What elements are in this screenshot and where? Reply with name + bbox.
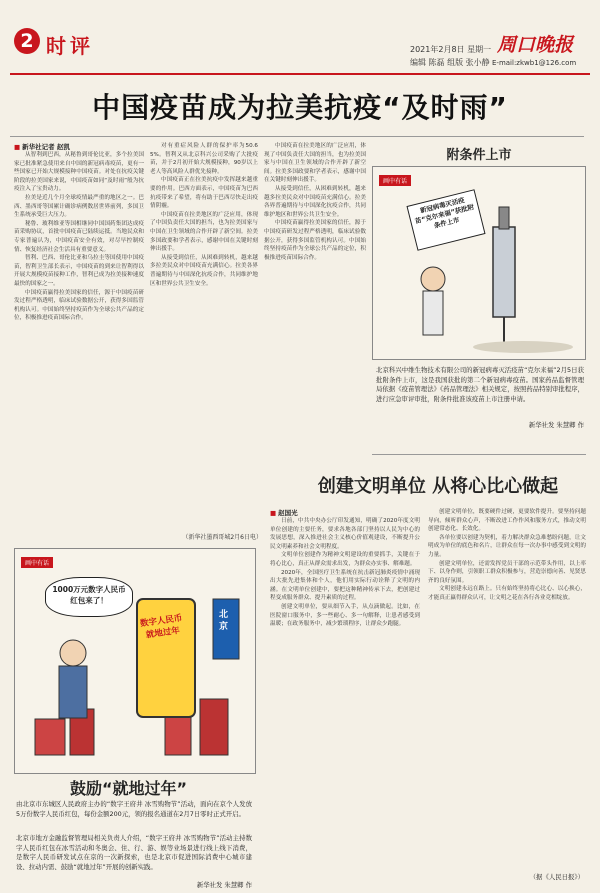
main-article-byline: ■ 新华社记者 赵凯 [14,142,144,151]
cartoon-top-title: 附条件上市 [446,148,512,163]
paper-logo: 周口晚报 [497,34,574,56]
cartoon-bottom-credit: 新华社发 朱慧卿 作 [196,881,252,889]
vaccine-cartoon-illustration [373,167,585,359]
second-article-divider [372,454,586,455]
second-article-paragraph: 2020年，全国医疗卫生系统在抗击新冠肺炎疫情中涌现出大批先进集体和个人，他们用实际行动诠释了文明的内涵。在文明单位创建中，要把这种精神传承下去，把创建过程变成服务群众、提升素质的过程。 [270,569,420,602]
paper-email: E-mail:zkwb1@126.com [492,59,577,67]
page-number-badge: 2 [14,28,40,54]
main-headline: 中国疫苗成为拉美抗疫“及时雨” [92,91,508,124]
cartoon-bottom-title: 鼓励“就地过年” [70,779,188,798]
second-article-paragraph: 文明单位创建作为精神文明建设的重要抓手，关键在于将心比心，真正从群众需求出发，为群众办实事、解难题。 [270,552,420,567]
main-article-paragraph: 中国疫苗在拉美地区的广泛应用，体现了中国负责任大国的担当，也为拉美国家与中国在卫生领域的合作开辟了新空间。拉美多国政要和学者表示，感谢中国在关键时刻伸出援手。 [264,143,366,184]
second-article-column-2 [428,508,586,868]
second-article-paragraph: 创建文明单位，还需发挥党员干部的示范带头作用，以上率下、以身作则，引领职工群众积极参与，营造崇德向善、见贤思齐的良好氛围。 [428,560,586,584]
main-article-column-1 [14,142,144,542]
main-article-paragraph: 智利、巴西、哥伦比亚和乌拉圭等国使用中国疫苗，智利卫生部长表示，中国疫苗的到来让智利得以开展大规模疫苗接种工作，智利已成为拉美接种速度最快的国家之一。 [14,255,144,287]
beijing-sign: 北京 [219,610,229,632]
second-article-paragraph: 文明创建永远在路上。只有始终坚持将心比心、以心换心，才能真正赢得群众认可，让文明之花在各行各业竞相绽放。 [428,586,586,601]
vaccine-sign: 新冠病毒灭活疫苗“克尔来福”获批附条件上市 [406,189,485,251]
main-article-paragraph: 从接受到信任，从困难到转机，越来越多拉美民众对中国疫苗充满信心。拉美各界普遍期待与中国深化抗疫合作，共同维护地区和世界公共卫生安全。 [264,185,366,218]
cartoon-bottom-caption-2: 北京市地方金融监督管理局相关负责人介绍，“数字王府井 冰雪购物节”活动主持数字人民币红包在冰雪活动和冬奥会、住、行、游、娱等业场景进行线上线下消费，是数字人民币研发试点在京的一次新探索，也是北京市促进国际消费中心城市建设、拉动内需、鼓励“就地过年”开展的创新实践。 [16,834,252,871]
main-article-column-2 [150,142,258,542]
main-article-paragraph: 秘鲁、玻利维亚等国相继同中国国药集团达成疫苗采购协议，首批中国疫苗已陆续运抵。当地民众和专家普遍认为，中国疫苗安全有效，对尽早控制疫情、恢复经济社会生活具有重要意义。 [14,220,144,253]
main-article-paragraph: 从智利到巴西，从秘鲁到哥伦比亚，多个拉美国家已批准紧急使用来自中国的新冠病毒疫苗，更有一些国家已开始大规模接种中国疫苗。对处在抗疫关键阶段的拉美国家来说，中国疫苗如同“及时雨”般为抗疫注入了宝贵动力。 [14,152,144,193]
main-article-source: （新华社墨西哥城2月6日电） [182,534,262,541]
main-article-paragraph: 中国疫苗赢得拉美国家的信任，源于中国疫苗研发过程严格透明，临床试验数据公开，获得多国监管机构认可。中国始终坚持疫苗作为全球公共产品的定位，积极推进疫苗国际合作。 [14,289,144,322]
second-article-column-1 [270,508,420,878]
main-article-paragraph: 从接受到信任，从困难到转机，越来越多拉美民众对中国疫苗充满信心。拉美各界普遍期待与中国深化抗疫合作，共同维护地区和世界公共卫生安全。 [150,254,258,287]
red-envelope-cartoon-illustration [15,549,255,773]
second-article-paragraph: 创建文明单位，既要硬件过硬，更要软件提升。要坚持问题导向，倾听群众心声，不断改进工作作风和服务方式，推动文明创建常态化、长效化。 [428,509,586,533]
main-article-paragraph: 中国疫苗正在拉美抗疫中发挥越来越重要的作用。巴西方面表示，中国疫苗为巴西抗疫带来了希望，将有助于巴西尽快走出疫情阴霾。 [150,177,258,210]
main-article-paragraph: 中国疫苗赢得拉美国家的信任，源于中国疫苗研发过程严格透明，临床试验数据公开，获得多国监管机构认可。中国始终坚持疫苗作为全球公共产品的定位，积极推进疫苗国际合作。 [264,220,366,261]
editors-line: 编辑 陈磊 组版 张小静 [410,58,490,67]
headline-divider [10,136,584,137]
issue-date: 2021年2月8日 星期一 [410,45,492,54]
cartoon-bottom-tag: 画中有话 [21,557,53,568]
second-article-title: 创建文明单位 从将心比心做起 [317,476,559,497]
main-article-paragraph: 拉美是近几个月全球疫情最严重的地区之一。巴西、墨西哥等国累计确诊病例数居世界前列，多国卫生系统承受巨大压力。 [14,194,144,219]
cartoon-top-frame [372,166,586,360]
cartoon-top [372,144,586,360]
header-divider [10,73,590,75]
second-article-paragraph: 日前，中共中央办公厅印发通知，明确了2020年度文明单位创建的主要任务，要求各地各部门坚持以人民为中心的发展思想，深入推进社会主义核心价值观建设，不断提升公民文明素养和社会文明程度。 [270,518,420,550]
second-article-paragraph: 创建文明单位，要从细节入手，从点滴做起。比如，在医院窗口服务中，多一些耐心、多一句解释，让患者感受到温暖；在政务服务中，减少繁琐程序，让群众少跑腿。 [270,603,420,628]
cartoon-top-tag: 画中有话 [379,175,411,186]
second-article-source: （据《人民日报》） [529,873,584,881]
cartoon-top-credit: 新华社发 朱慧卿 作 [528,421,584,429]
phone-screen-text: 数字人民币就地过年 [139,613,184,641]
section-title: 时评 [46,34,94,58]
speech-bubble: 1000万元数字人民币红包来了！ [45,577,133,617]
cartoon-bottom-caption-1: 由北京市东城区人民政府主办的“数字王府井 冰雪购物节”活动，面向在京个人发放5万份数字人民币红包，每份金额200元，领的报名通道在2月7日零时正式开启。 [16,800,252,818]
cartoon-top-caption: 北京科兴中维生物技术有限公司的新冠病毒灭活疫苗“克尔来福”2月5日获批附条件上市，这是我国获批的第二个新冠病毒疫苗。国家药品监督管理局依据《疫苗管理法》《药品管理法》相关规定，按照药品特别审批程序，进行应急审评审批，附条件批准该疫苗上市注册申请。 [376,366,584,403]
second-article-byline: ■ 赵国光 [270,508,420,517]
second-article-paragraph: 各单位要以创建为契机，着力解决群众急难愁盼问题，让文明成为单位的底色和名片，让群众在每一次办事中感受到文明的力量。 [428,534,586,558]
main-article-paragraph: 中国疫苗在拉美地区的广泛应用，体现了中国负责任大国的担当，也为拉美国家与中国在卫生领域的合作开辟了新空间。拉美多国政要和学者表示，感谢中国在关键时刻伸出援手。 [150,211,258,253]
cartoon-bottom-frame [14,548,256,774]
main-article-paragraph: 对有重症风险人群的保护率为50.65%。智利又从北京科兴公司采购了大批疫苗，并于2月初开始大规模接种，90岁以上老人等高风险人群优先接种。 [150,143,258,175]
